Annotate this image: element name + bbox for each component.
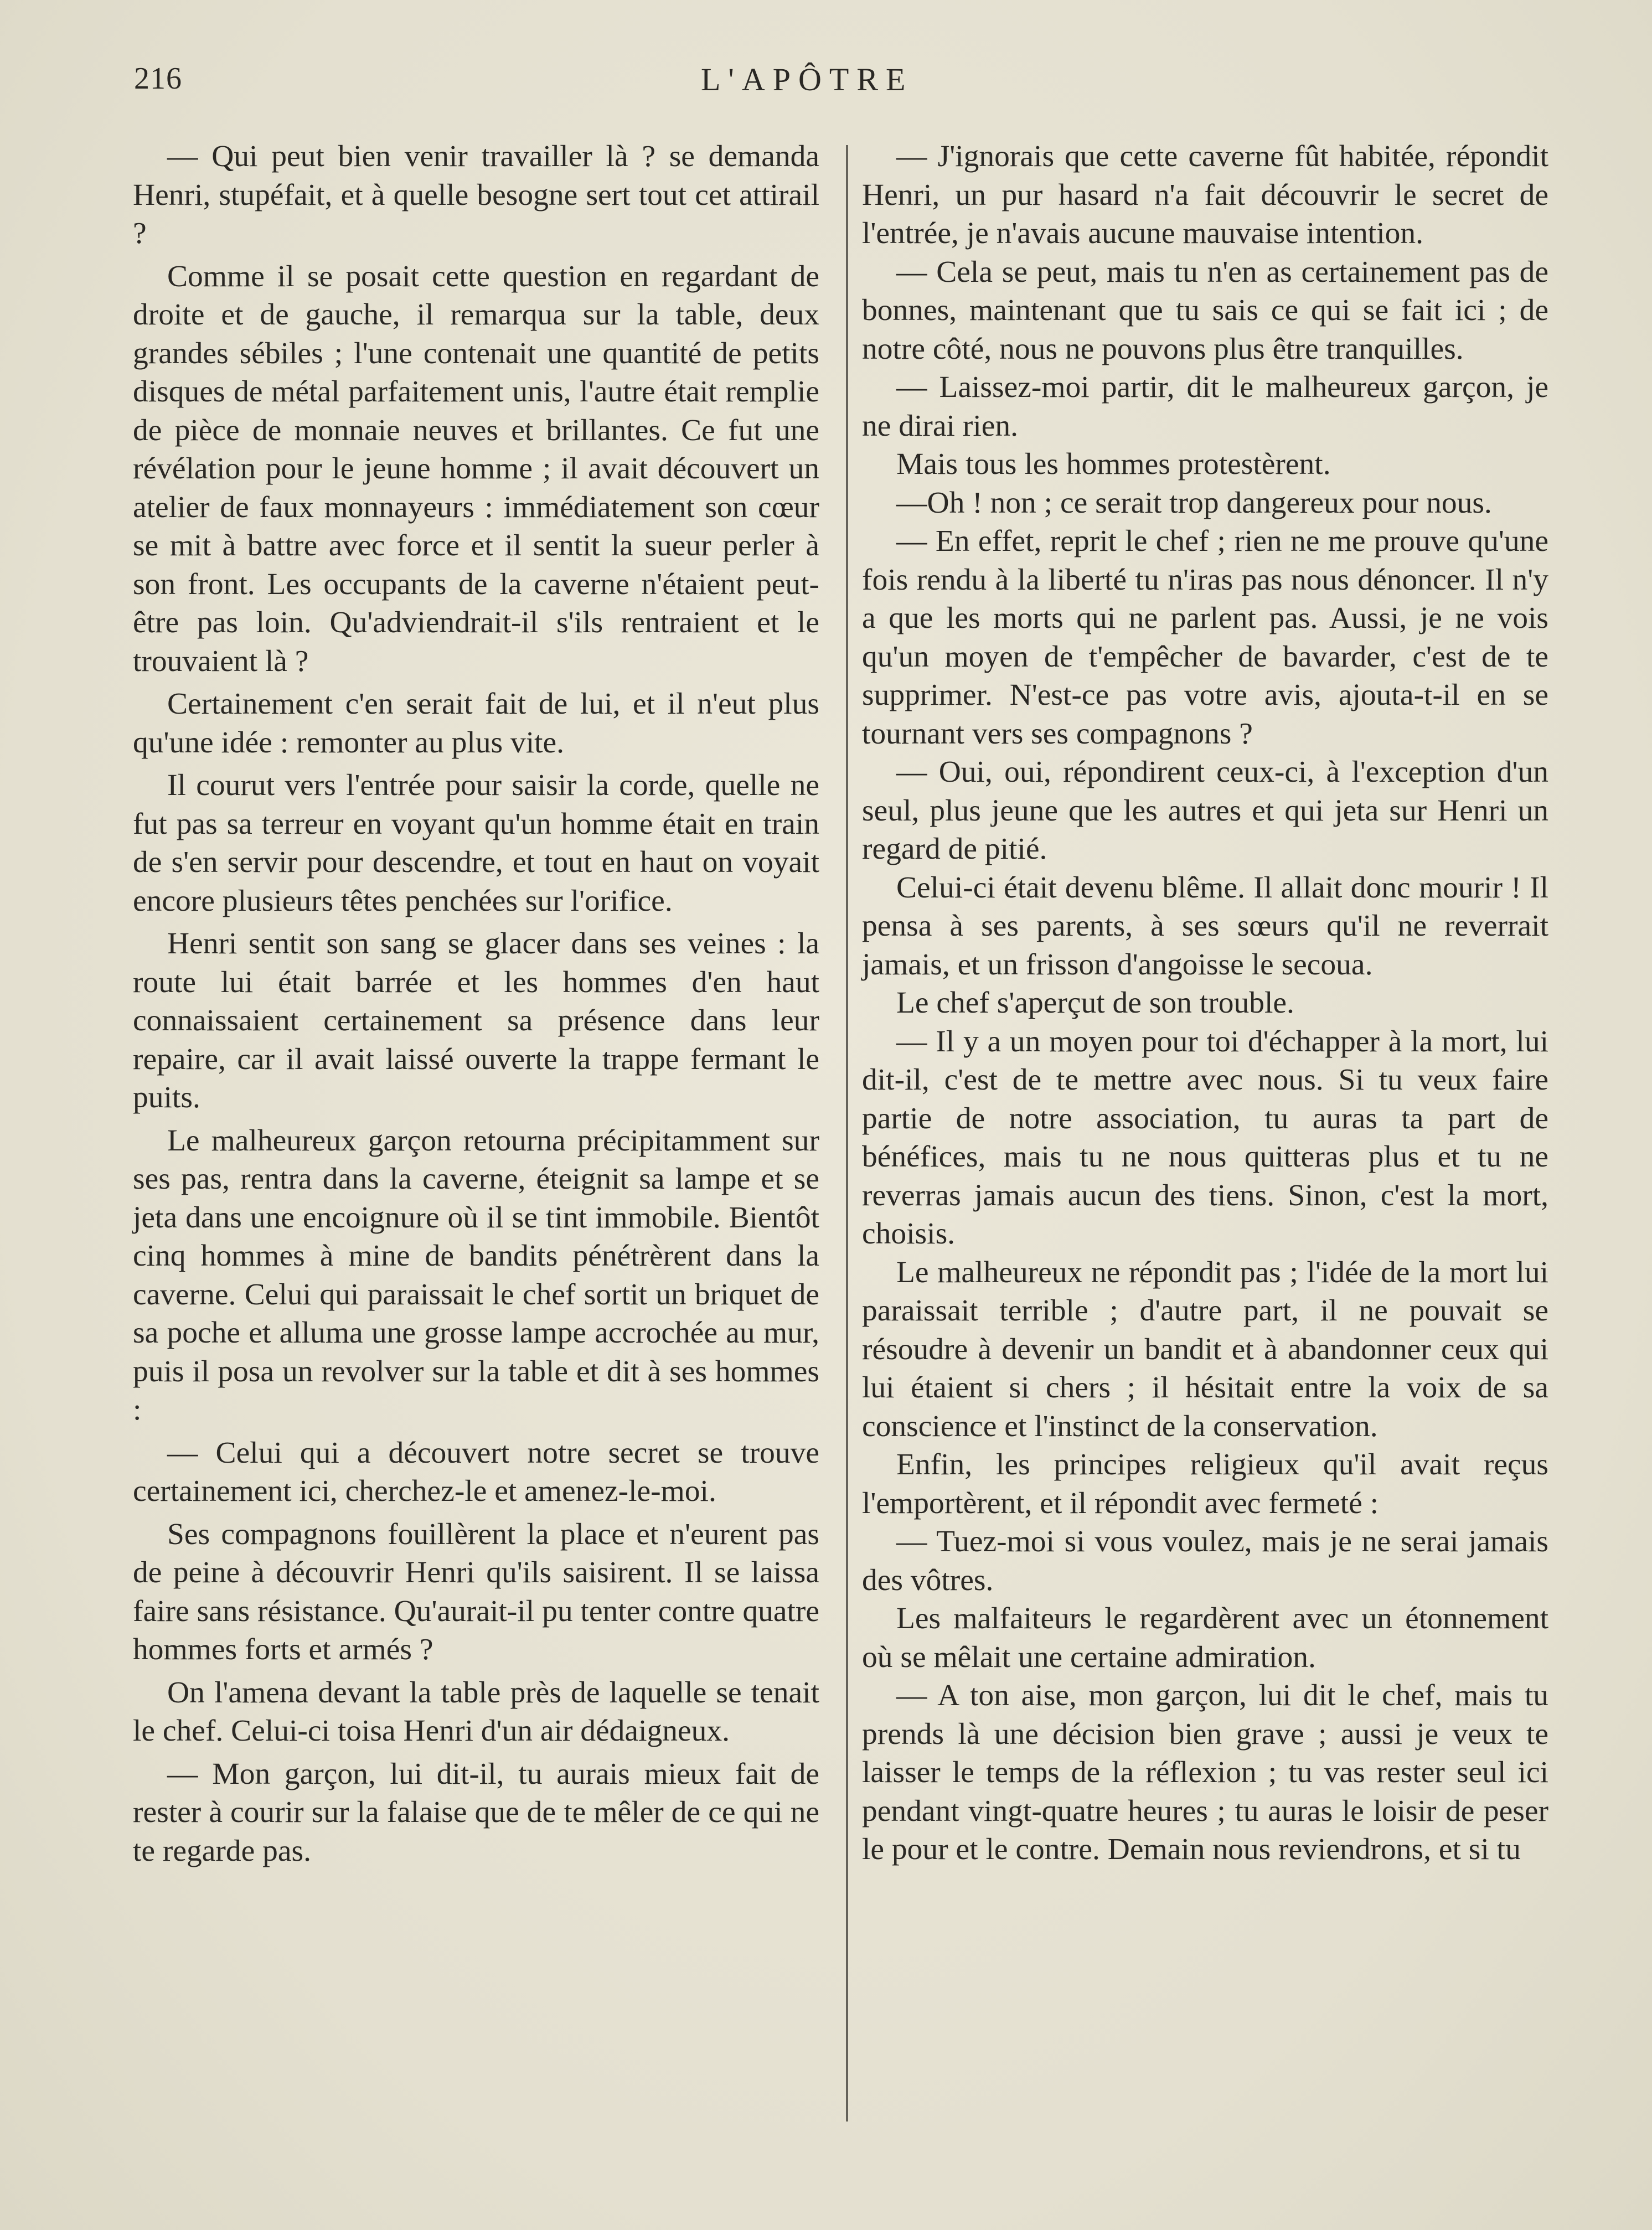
paragraph: Comme il se posait cette question en regardant de droite et de gauche, il remarqua sur la table, deux grandes sébiles ; l'une contenait une quantité de petits disques de métal parfaitement unis, l'autre était remplie de pièce de monnaie neuves et brillantes. Ce fut une révélation pour le jeune homme ; il avait découvert un atelier de faux monnayeurs : immédiatement son cœur se mit à battre avec force et il sentit la sueur perler à son front. Les occupants de la caverne n'étaient peut-être pas loin. Qu'adviendrait-il s'ils rentraient et le trouvaient là ? bbox=[133, 259, 819, 678]
running-title: L'APÔTRE bbox=[701, 61, 913, 97]
paragraph: Il courut vers l'entrée pour saisir la corde, quelle ne fut pas sa terreur en voyant qu'un homme était en train de s'en servir pour descendre, et tout en haut on voyait encore plusieurs têtes penchées sur l'orifice. bbox=[133, 768, 819, 918]
paragraph: — Cela se peut, mais tu n'en as certainement pas de bonnes, maintenant que tu sais ce qui se fait ici ; de notre côté, nous ne pouvons plus être tranquilles. bbox=[862, 255, 1548, 366]
paragraph: Certainement c'en serait fait de lui, et il n'eut plus qu'une idée : remonter au plus vite. bbox=[133, 687, 819, 760]
column-divider bbox=[846, 145, 848, 2121]
paragraph: Les malfaiteurs le regardèrent avec un étonnement où se mêlait une certaine admiration. bbox=[862, 1602, 1548, 1674]
paragraph: —Oh ! non ; ce serait trop dangereux pour nous. bbox=[896, 486, 1492, 520]
paragraph: Mais tous les hommes protestèrent. bbox=[896, 447, 1331, 481]
paragraph: Le chef s'aperçut de son trouble. bbox=[896, 986, 1294, 1020]
paragraph: — Oui, oui, répondirent ceux-ci, à l'exception d'un seul, plus jeune que les autres et qui jeta sur Henri un regard de pitié. bbox=[862, 755, 1548, 866]
paragraph: Henri sentit son sang se glacer dans ses veines : la route lui était barrée et les hommes d'en haut connaissaient certainement sa présence dans leur repaire, car il avait laissé ouverte la trappe fermant le puits. bbox=[133, 927, 819, 1114]
paragraph: Enfin, les principes religieux qu'il avait reçus l'emportèrent, et il répondit avec fermeté : bbox=[862, 1448, 1548, 1520]
right-column bbox=[862, 137, 1548, 1869]
paragraph: — Celui qui a découvert notre secret se trouve certainement ici, cherchez-le et amenez-le-moi. bbox=[133, 1436, 819, 1508]
paragraph: — Il y a un moyen pour toi d'échapper à la mort, lui dit-il, c'est de te mettre avec nous. Si tu veux faire partie de notre association, tu auras ta part de bénéfices, mais tu ne nous quitteras plus et tu ne reverras jamais aucun des tiens. Sinon, c'est la mort, choisis. bbox=[862, 1024, 1548, 1251]
paragraph: On l'amena devant la table près de laquelle se tenait le chef. Celui-ci toisa Henri d'un air dédaigneux. bbox=[133, 1675, 819, 1748]
paragraph: Le malheureux ne répondit pas ; l'idée de la mort lui paraissait terrible ; d'autre part, il ne pouvait se résoudre à devenir un bandit et à abandonner ceux qui lui étaient si chers ; il hésitait entre la voix de sa conscience et l'instinct de la conservation. bbox=[862, 1255, 1548, 1443]
paragraph: — Mon garçon, lui dit-il, tu aurais mieux fait de rester à courir sur la falaise que de te mêler de ce qui ne te regarde pas. bbox=[133, 1757, 819, 1868]
left-column bbox=[133, 137, 819, 1875]
paragraph: — Laissez-moi partir, dit le malheureux garçon, je ne dirai rien. bbox=[862, 370, 1548, 443]
paragraph: — Qui peut bien venir travailler là ? se demanda Henri, stupéfait, et à quelle besogne sert tout cet attirail ? bbox=[133, 140, 819, 250]
paragraph: — Tuez-moi si vous voulez, mais je ne serai jamais des vôtres. bbox=[862, 1525, 1548, 1597]
page-header bbox=[134, 61, 1546, 105]
page-number: 216 bbox=[134, 61, 182, 96]
paragraph: Le malheureux garçon retourna précipitamment sur ses pas, rentra dans la caverne, éteignit sa lampe et se jeta dans une encoignure où il se tint immobile. Bientôt cinq hommes à mine de bandits pénétrèrent dans la caverne. Celui qui paraissait le chef sortit un briquet de sa poche et alluma une grosse lampe accrochée au mur, puis il posa un revolver sur la table et dit à ses hommes : bbox=[133, 1123, 819, 1427]
paragraph: — J'ignorais que cette caverne fût habitée, répondit Henri, un pur hasard n'a fait découvrir le secret de l'entrée, je n'avais aucune mauvaise intention. bbox=[862, 140, 1548, 250]
paragraph: Celui-ci était devenu blême. Il allait donc mourir ! Il pensa à ses parents, à ses sœurs qu'il ne reverrait jamais, et un frisson d'angoisse le secoua. bbox=[862, 870, 1548, 982]
paragraph: — A ton aise, mon garçon, lui dit le chef, mais tu prends là une décision bien grave ; aussi je veux te laisser le temps de la réflexion ; tu vas rester seul ici pendant vingt-quatre heures ; tu auras le loisir de peser le pour et le contre. Demain nous reviendrons, et si tu bbox=[862, 1679, 1548, 1866]
paragraph: — En effet, reprit le chef ; rien ne me prouve qu'une fois rendu à la liberté tu n'iras pas nous dénoncer. Il n'y a que les morts qui ne parlent pas. Aussi, je ne vois qu'un moyen de t'empêcher de bavarder, c'est de te supprimer. N'est-ce pas votre avis, ajouta-t-il en se tournant vers ses compagnons ? bbox=[862, 524, 1548, 751]
paragraph: Ses compagnons fouillèrent la place et n'eurent pas de peine à découvrir Henri qu'ils saisirent. Il se laissa faire sans résistance. Qu'aurait-il pu tenter contre quatre hommes forts et armés ? bbox=[133, 1517, 819, 1666]
